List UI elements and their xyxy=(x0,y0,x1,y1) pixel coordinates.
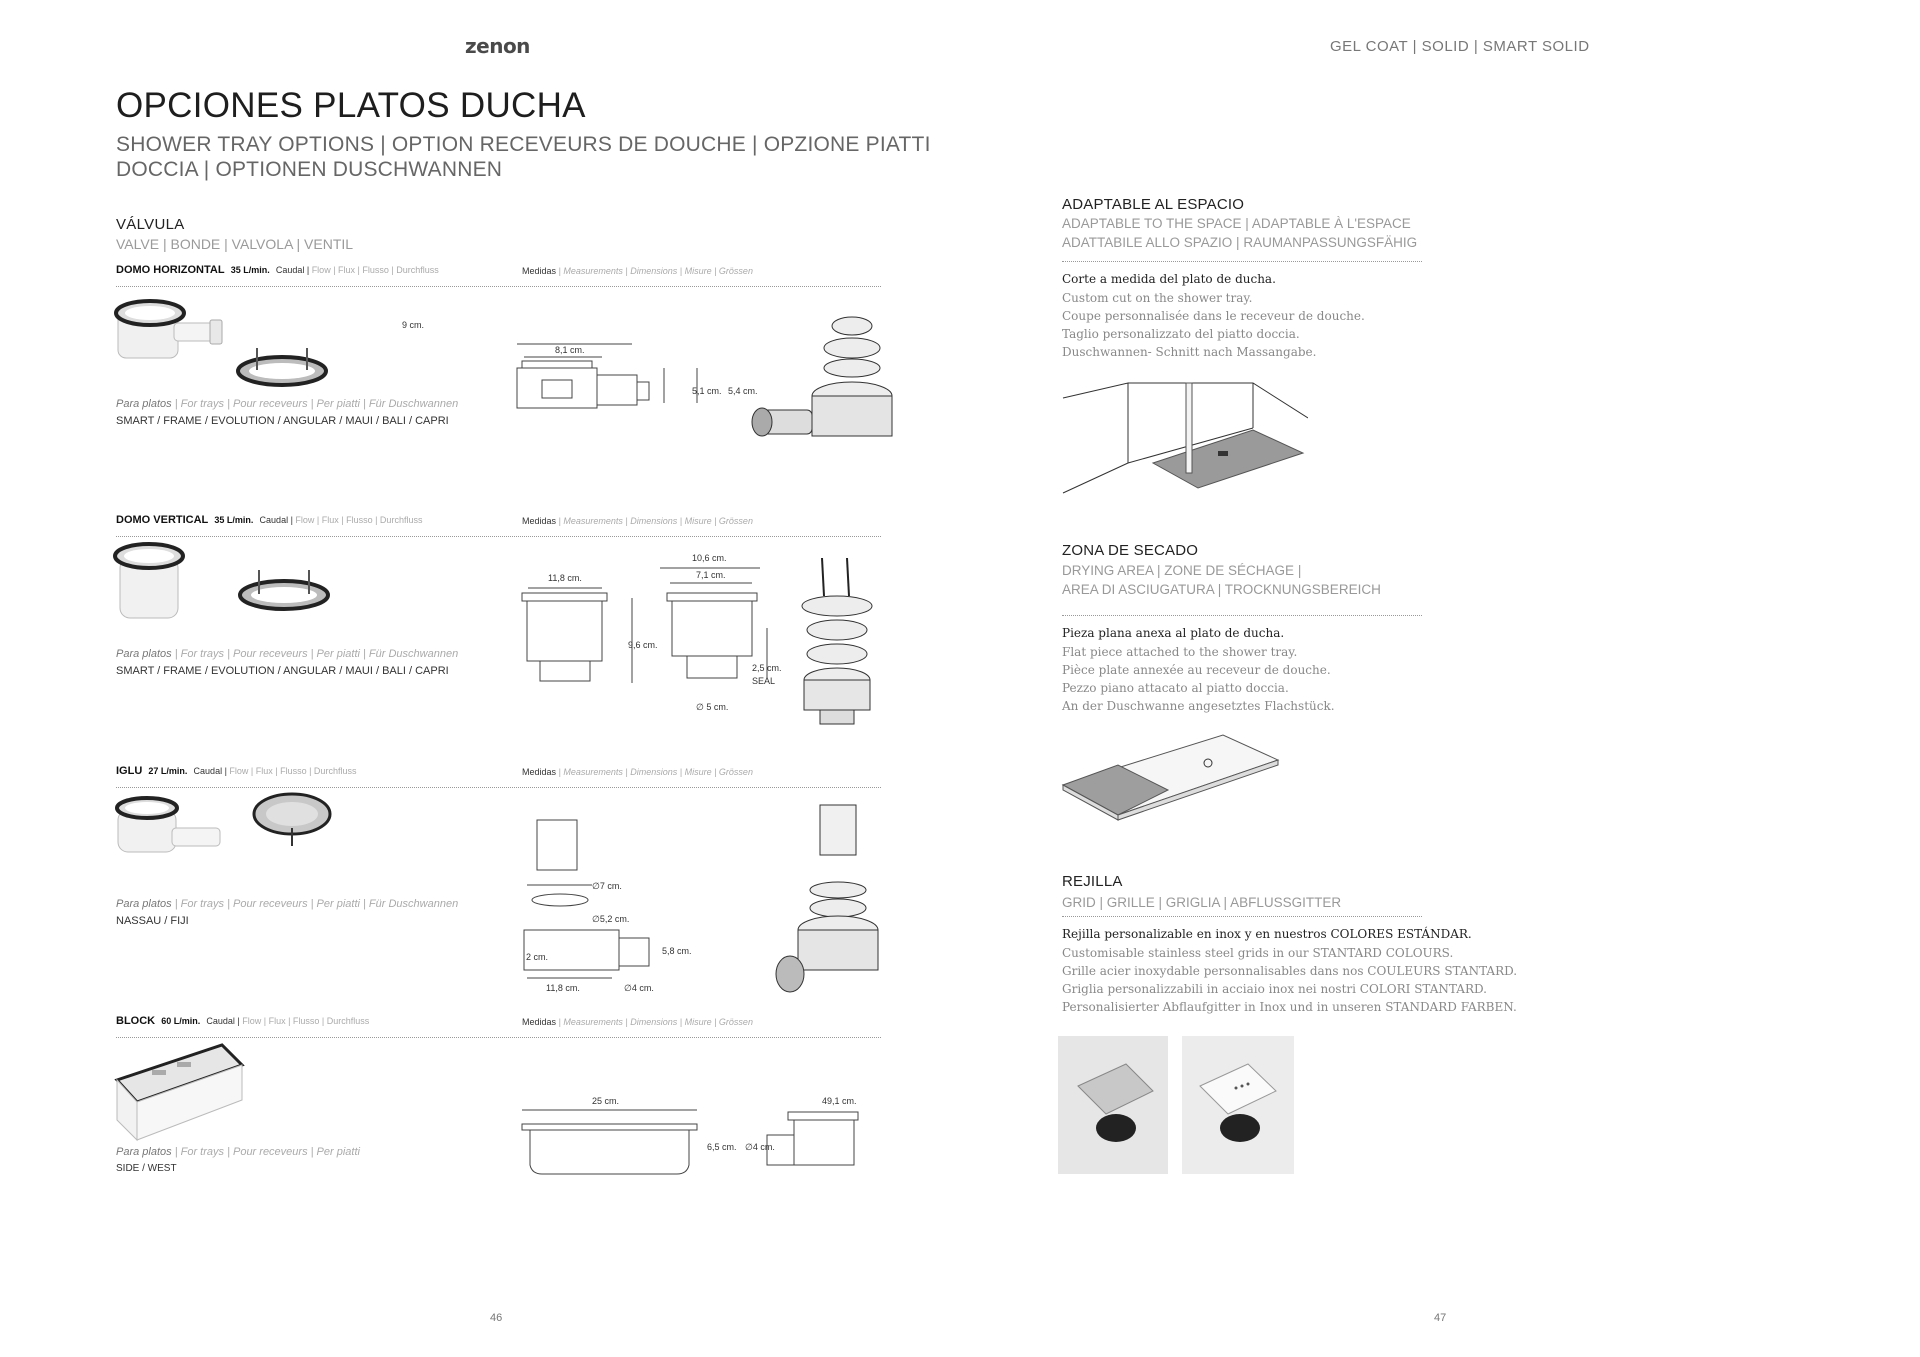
for-trays-label xyxy=(116,398,458,410)
for-trays-title: Para platos xyxy=(116,398,172,410)
valve-ring-photo xyxy=(240,570,328,609)
brand-logo: zenon xyxy=(465,34,530,58)
grid-title: REJILLA xyxy=(1062,873,1123,890)
section-divider xyxy=(1062,615,1422,616)
valve-name xyxy=(116,514,422,526)
dim-label: 11,8 cm. xyxy=(548,573,582,583)
measurements-translations: | Measurements | Dimensions | Misure | Grössen xyxy=(556,516,753,526)
valve-illustration-block xyxy=(112,1040,902,1190)
row-divider xyxy=(116,787,881,788)
measurements-translations: | Measurements | Dimensions | Misure | Grössen xyxy=(556,266,753,276)
valve-photo xyxy=(115,544,183,618)
drying-description xyxy=(1062,643,1335,715)
measurements-title: Medidas xyxy=(522,516,557,526)
valve-technical-drawing xyxy=(522,1110,858,1174)
valve-exploded-view xyxy=(752,317,892,436)
page-number-left: 46 xyxy=(490,1312,503,1324)
dim-label: 8,1 cm. xyxy=(555,345,585,355)
description-line: Pezzo piano attacato al piatto doccia. xyxy=(1062,681,1289,695)
dim-label: ∅7 cm. xyxy=(592,881,622,891)
valve-title: DOMO HORIZONTAL xyxy=(116,264,225,276)
valve-name xyxy=(116,1015,369,1027)
grid-photo-white xyxy=(1182,1036,1294,1174)
drying-subtitle-line: DRYING AREA | ZONE DE SÉCHAGE | xyxy=(1062,563,1302,578)
drying-title: ZONA DE SECADO xyxy=(1062,542,1199,559)
dim-label: ∅ 5 cm. xyxy=(696,702,729,712)
valve-flow-translations: Flow | Flux | Flusso | Durchfluss xyxy=(239,1016,370,1026)
description-line: Coupe personnalisée dans le receveur de douche. xyxy=(1062,309,1365,323)
dim-label: 10,6 cm. xyxy=(692,553,727,563)
page-subtitle xyxy=(116,132,931,182)
valve-illustration-domo-horizontal xyxy=(112,288,902,478)
grid-description-main: Rejilla personalizable en inox y en nuestros COLORES ESTÁNDAR. xyxy=(1062,927,1472,941)
dim-label: 5,8 cm. xyxy=(662,946,692,956)
dim-label: 9 cm. xyxy=(402,320,425,330)
measurements-label xyxy=(522,1017,753,1027)
description-line: Custom cut on the shower tray. xyxy=(1062,291,1253,305)
valve-photo xyxy=(116,301,222,358)
dim-label: 9,6 cm. xyxy=(628,640,658,650)
valve-illustration-domo-vertical xyxy=(112,538,902,738)
adaptable-illustration xyxy=(1058,378,1308,503)
valve-ring-photo xyxy=(238,348,326,385)
adaptable-subtitle xyxy=(1062,214,1417,252)
dim-label: 5,1 cm. xyxy=(692,386,722,396)
dim-label: ∅4 cm. xyxy=(745,1142,775,1152)
for-trays-title: Para platos xyxy=(116,898,172,910)
row-divider xyxy=(116,1037,881,1038)
grid-photos xyxy=(1058,1036,1298,1176)
valve-section-title: VÁLVULA xyxy=(116,216,185,233)
valve-flow: 35 L/min. xyxy=(214,515,254,525)
description-line: Grille acier inoxydable personnalisables dans nos COULEURS STANTARD. xyxy=(1062,964,1518,978)
measurements-label xyxy=(522,767,753,777)
valve-photo xyxy=(117,798,220,852)
adaptable-title: ADAPTABLE AL ESPACIO xyxy=(1062,196,1245,213)
dim-label: 25 cm. xyxy=(592,1096,620,1106)
dim-label: 2,5 cm. xyxy=(752,663,782,673)
for-trays-label xyxy=(116,648,458,660)
valve-technical-drawing xyxy=(517,344,697,408)
valve-title: DOMO VERTICAL xyxy=(116,514,209,526)
dim-label: 11,8 cm. xyxy=(546,983,580,993)
valve-flow-translations: Flow | Flux | Flusso | Durchfluss xyxy=(226,766,357,776)
valve-photo xyxy=(117,1045,242,1140)
dim-label: 6,5 cm. xyxy=(707,1142,737,1152)
valve-exploded-view xyxy=(802,558,872,724)
valve-flow: 60 L/min. xyxy=(161,1016,201,1026)
for-trays-translations: | For trays | Pour receveurs | Per piatti | Für Duschwannen xyxy=(171,398,459,410)
dim-label: 2 cm. xyxy=(526,952,549,962)
description-line: Pièce plate annexée au receveur de douche. xyxy=(1062,663,1331,677)
row-divider xyxy=(116,286,881,287)
page-title: OPCIONES PLATOS DUCHA xyxy=(116,86,586,125)
measurements-label xyxy=(522,516,753,526)
adaptable-description-main: Corte a medida del plato de ducha. xyxy=(1062,272,1276,286)
measurements-label xyxy=(522,266,753,276)
valve-title: IGLU xyxy=(116,765,143,777)
valve-flow: 35 L/min. xyxy=(230,265,270,275)
dim-label: 7,1 cm. xyxy=(696,570,726,580)
grid-description xyxy=(1062,944,1517,1016)
drying-subtitle-line: AREA DI ASCIUGATURA | TROCKNUNGSBEREICH xyxy=(1062,582,1381,597)
top-category-links: GEL COAT | SOLID | SMART SOLID xyxy=(1330,38,1590,55)
measurements-title: Medidas xyxy=(522,1017,557,1027)
grid-photo-steel xyxy=(1058,1036,1168,1174)
valve-caudal: Caudal | xyxy=(206,1016,240,1026)
for-trays-title: Para platos xyxy=(116,648,172,660)
adaptable-subtitle-line: ADATTABILE ALLO SPAZIO | RAUMANPASSUNGSFÄHIG xyxy=(1062,235,1418,250)
drying-subtitle xyxy=(1062,561,1381,599)
drying-illustration xyxy=(1058,730,1288,850)
description-line: Flat piece attached to the shower tray. xyxy=(1062,645,1298,659)
valve-name xyxy=(116,264,439,276)
measurements-title: Medidas xyxy=(522,767,557,777)
description-line: Personalisierter Abflaufgitter in Inox und in unseren STANDARD FARBEN. xyxy=(1062,1000,1517,1014)
dim-label: SEAL xyxy=(752,676,776,686)
compatible-models: SMART / FRAME / EVOLUTION / ANGULAR / MAUI / BALI / CAPRI xyxy=(116,665,449,677)
adaptable-subtitle-line: ADAPTABLE TO THE SPACE | ADAPTABLE À L'ESPACE xyxy=(1062,216,1411,231)
dim-label: 49,1 cm. xyxy=(822,1096,857,1106)
valve-technical-drawing xyxy=(522,568,767,683)
page-number-right: 47 xyxy=(1434,1312,1447,1324)
valve-flow: 27 L/min. xyxy=(148,766,188,776)
for-trays-translations: | For trays | Pour receveurs | Per piatti | Für Duschwannen xyxy=(171,898,459,910)
valve-illustration-iglu xyxy=(112,790,902,1000)
description-line: Taglio personalizzato del piatto doccia. xyxy=(1062,327,1300,341)
for-trays-label xyxy=(116,1146,360,1158)
valve-caudal: Caudal | xyxy=(275,265,310,275)
compatible-models: SMART / FRAME / EVOLUTION / ANGULAR / MAUI / BALI / CAPRI xyxy=(116,415,449,427)
valve-flow-translations: Flow | Flux | Flusso | Durchfluss xyxy=(309,265,439,275)
dim-label: ∅4 cm. xyxy=(624,983,654,993)
valve-flow-translations: Flow | Flux | Flusso | Durchfluss xyxy=(292,515,423,525)
adaptable-description xyxy=(1062,289,1365,361)
description-line: Duschwannen- Schnitt nach Massangabe. xyxy=(1062,345,1317,359)
for-trays-translations: | For trays | Pour receveurs | Per piatti xyxy=(171,1146,360,1158)
valve-name xyxy=(116,765,356,777)
description-line: Griglia personalizzabili in acciaio inox nei nostri COLORI STANTARD. xyxy=(1062,982,1487,996)
measurements-title: Medidas xyxy=(522,266,557,276)
for-trays-translations: | For trays | Pour receveurs | Per piatti | Für Duschwannen xyxy=(171,648,459,660)
page-subtitle-line: SHOWER TRAY OPTIONS | OPTION RECEVEURS DE DOUCHE | OPZIONE PIATTI xyxy=(116,133,931,156)
section-divider xyxy=(1062,261,1422,262)
for-trays-title: Para platos xyxy=(116,1146,172,1158)
dim-label: ∅5,2 cm. xyxy=(592,914,630,924)
compatible-models: SIDE / WEST xyxy=(116,1163,177,1174)
valve-caudal: Caudal | xyxy=(259,515,293,525)
for-trays-label xyxy=(116,898,458,910)
compatible-models: NASSAU / FIJI xyxy=(116,915,189,927)
dim-label: 5,4 cm. xyxy=(728,386,758,396)
row-divider xyxy=(116,536,881,537)
description-line: Customisable stainless steel grids in our STANTARD COLOURS. xyxy=(1062,946,1454,960)
section-divider xyxy=(1062,916,1422,917)
grid-subtitle: GRID | GRILLE | GRIGLIA | ABFLUSSGITTER xyxy=(1062,895,1342,910)
description-line: An der Duschwanne angesetztes Flachstück. xyxy=(1062,699,1335,713)
measurements-translations: | Measurements | Dimensions | Misure | Grössen xyxy=(556,767,753,777)
valve-caudal: Caudal | xyxy=(193,766,227,776)
valve-title: BLOCK xyxy=(116,1015,156,1027)
measurements-translations: | Measurements | Dimensions | Misure | Grössen xyxy=(556,1017,753,1027)
valve-ring-photo xyxy=(254,794,330,846)
valve-section-subtitle: VALVE | BONDE | VALVOLA | VENTIL xyxy=(116,236,354,252)
valve-exploded-view xyxy=(776,805,878,992)
drying-description-main: Pieza plana anexa al plato de ducha. xyxy=(1062,626,1285,640)
page-subtitle-line: DOCCIA | OPTIONEN DUSCHWANNEN xyxy=(116,158,503,181)
